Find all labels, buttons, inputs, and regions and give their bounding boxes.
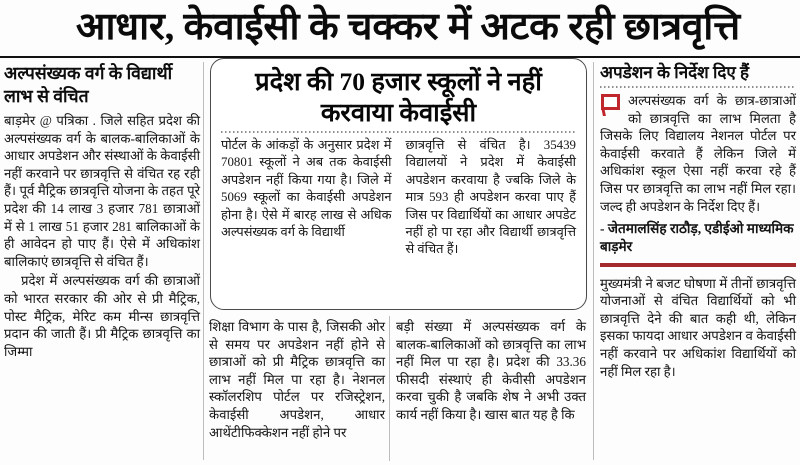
quote-attribution: - जेतमालसिंह राठौड़, एडीईओ माध्यमिक बाड़मेर xyxy=(600,221,794,255)
right-column-dotted-rule xyxy=(600,86,796,88)
quote-block xyxy=(600,92,796,215)
column-divider-right xyxy=(593,62,594,460)
feature-box-text-left: पोर्टल के आंकड़ों के अनुसार प्रदेश में 70801 स्कूलों ने अब तक केवाईसी अपडेशन नहीं किया गया है। जिले में 5069 स्कूलों का केवाईसी अपडेशन होना है। ऐसे में बारह लाख से अधिक अल्पसंख्यक वर्ग के विद्यार्थी xyxy=(221,138,392,240)
page-title: आधार, केवाईसी के चक्कर में अटक रही छात्रवृत्ति xyxy=(75,6,740,48)
right-column-subhead: अपडेशन के निर्देश दिए हैं xyxy=(600,63,750,82)
feature-box-text-right: छात्रवृत्ति से वंचित है। 35439 विद्यालयों ने प्रदेश में केवाईसी अपडेशन करवाया है ज्बकि जिले के मात्र 593 ही अपडेशन करवा पाए हैं जिस पर विद्यार्थियों का आधार अपडेट नहीं हो पा रहा और विद्यार्थी छात्रवृत्ति से वंचित हैं। xyxy=(405,138,576,257)
feature-box-column-left xyxy=(221,137,392,259)
feature-box-title: प्रदेश की 70 हजार स्कूलों ने नहीं करवाया केवाईसी xyxy=(255,67,542,127)
left-column-subhead: अल्पसंख्यक वर्ग के विद्यार्थी लाभ से वंचित xyxy=(4,63,173,106)
speech-bubble-icon xyxy=(601,94,622,119)
accent-rule xyxy=(600,263,796,267)
masthead xyxy=(0,0,800,58)
feature-box-dotted-rule xyxy=(221,131,576,133)
column-divider-left xyxy=(203,62,204,460)
left-column-paragraph-1: बाड़मेर @ पत्रिका . जिले सहित प्रदेश की अल्पसंख्यक वर्ग के बालक-बालिकाओं के आधार अपडेशन और संस्थाओं के केवाईसी नहीं करवाने पर छात्रवृत्ति से वंचित रह रही हैं। पूर्व मैट्रिक छात्रवृत्ति योजना के तहत पूरे प्रदेश की 14 लाख 3 हजार 781 छात्राओं में से 1 लाख 51 हजार 281 बालिकाओं के ही आवेदन हो पाए हैं। ऐसे में अधिकांश बालिकाएं छात्रवृत्ति से वंचित हैं। xyxy=(4,113,200,269)
column-divider-center-bottom xyxy=(389,316,390,461)
center-bottom-column-1 xyxy=(209,318,385,441)
right-column-closing-paragraph: मुख्यमंत्री ने बजट घोषणा में तीनों छात्रवृत्ति योजनाओं से वंचित विद्यार्थियों को भी छात्रवृत्ति देने की बात कही थी, लेकिन इसका फायदा आधार अपडेशन व केवाईसी नहीं करवाने पर अधिकांश विद्यार्थियों को नहीं मिल रहा है। xyxy=(600,275,796,379)
quote-text: अल्पसंख्यक वर्ग के छात्र-छात्राओं को छात्रवृत्ति का लाभ मिलता है जिसके लिए विद्यालय नेशनल पोर्टल पर केवाईसी करवाते हैं लेकिन जिले में अधिकांश स्कूल ऐसा नहीं करवा रहे हैं जिस पर छात्रवृत्ति का लाभ नहीं मिल रहा। जल्द ही अपडेशन के निर्देश दिए हैं। xyxy=(600,93,796,214)
center-bottom-text-1: शिक्षा विभाग के पास है, जिसकी ओर से समय पर अपडेशन नहीं होने से छात्राओं को प्री मैट्रिक छात्रवृत्ति का लाभ नहीं मिल पा रहा है। नेशनल स्कॉलरशिप पोर्टल पर रजिस्ट्रेशन, केवाईसी अपडेशन, आधार आथेंटीफिक्केशन नहीं होने पर xyxy=(209,319,385,440)
feature-box xyxy=(210,58,587,310)
feature-box-columns xyxy=(221,137,576,259)
left-column-paragraph-2: प्रदेश में अल्पसंख्यक वर्ग की छात्राओं को भारत सरकार की ओर से प्री मैट्रिक, पोस्ट मैट्रिक, मेरिट कम मीन्स छात्रवृत्ति प्रदान की जाती हैं। प्री मैट्रिक छात्रवृत्ति का जिम्मा xyxy=(4,273,200,359)
center-bottom-column-2 xyxy=(396,318,586,424)
center-bottom-text-2: बड़ी संख्या में अल्पसंख्यक वर्ग के बालक-बालिकाओं को छात्रवृत्ति का लाभ नहीं मिल पा रहा है। प्रदेश की 33.36 फीसदी संस्थाएं ही केवीसी अपडेशन करवा चुकी है जबकि शेष ने अभी उक्त कार्य नहीं किया है। खास बात यह है कि xyxy=(396,319,586,422)
feature-box-column-right xyxy=(406,137,577,259)
right-column xyxy=(600,62,796,380)
left-column xyxy=(4,62,200,360)
